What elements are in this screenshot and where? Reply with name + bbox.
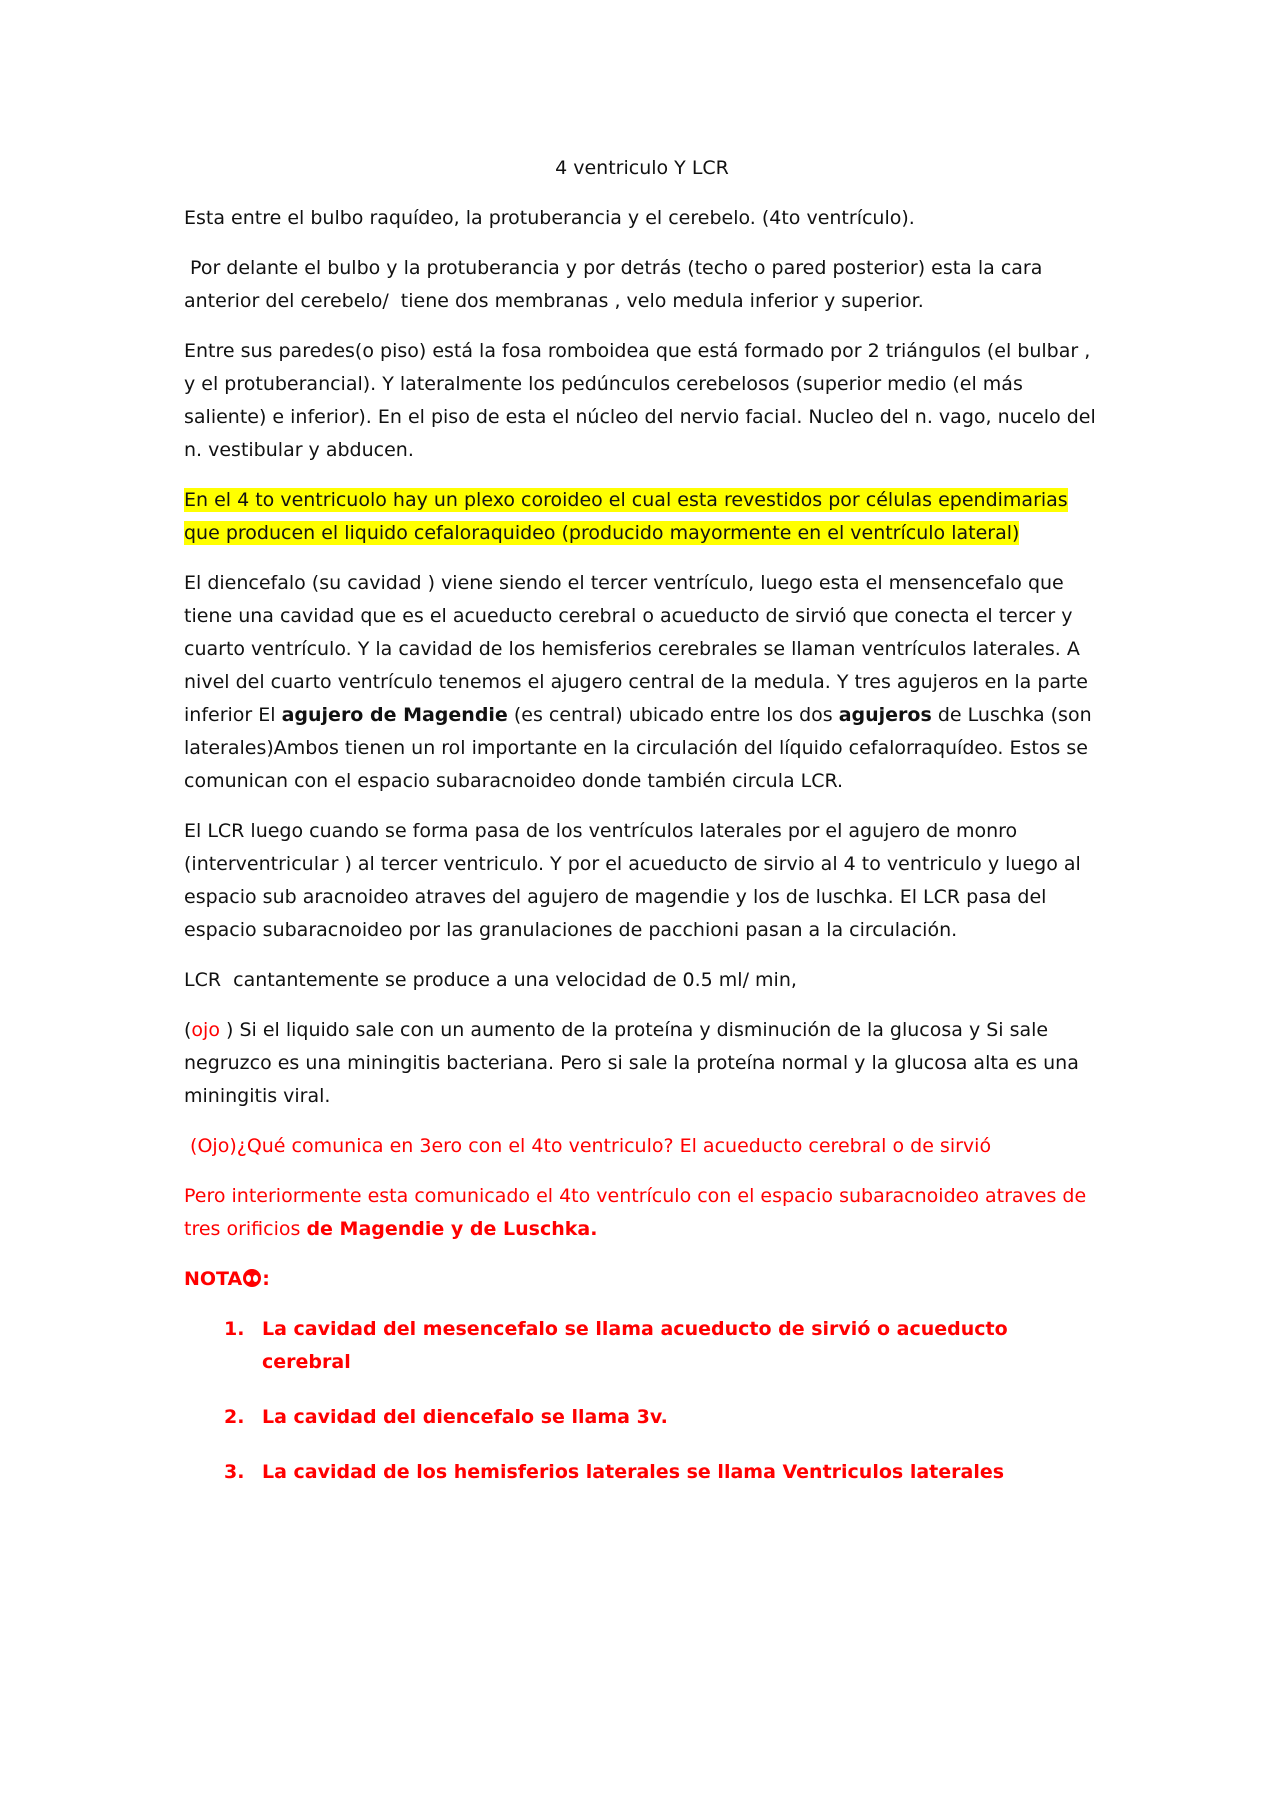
paragraph-location: Esta entre el bulbo raquídeo, la protuberancia y el cerebelo. (4to ventrículo). (184, 207, 915, 229)
highlighted-text: En el 4 to ventricuolo hay un plexo coroideo el cual esta revestidos por células ependimarias que producen el liquido cefaloraquideo (producido mayormente en el ventrículo lateral) (184, 489, 1068, 544)
paragraph-meningitis (184, 1014, 1100, 1113)
text-run: ) Si el liquido sale con un aumento de la proteína y disminución de la glucosa y Si sale negruzco es una miningitis bacteriana. Pero si sale la proteína normal y la glucosa alta es una miningitis viral. (184, 1019, 1079, 1107)
bold-magendie: agujero de Magendie (281, 704, 508, 726)
document-title: 4 ventriculo Y LCR (555, 157, 729, 179)
list-number: 1. (224, 1318, 245, 1340)
bold-agujeros: agujeros (838, 704, 932, 726)
list-text: La cavidad del mesencefalo se llama acueducto de sirvió o acueducto cerebral (262, 1318, 1008, 1373)
ojo-label: ojo (191, 1019, 220, 1041)
text-run: de Luschka (son laterales)Ambos tienen un rol importante en la circulación del líquido cefalorraquídeo. Estos se comunican con el espacio subaracnoideo donde también circula LCR. (184, 704, 1092, 792)
text-run: ( (184, 1019, 192, 1041)
nota-suffix: : (262, 1268, 270, 1290)
paragraph-cavities (184, 567, 1100, 798)
paragraph-lcr-rate: LCR cantantemente se produce a una velocidad de 0.5 ml/ min, (184, 969, 797, 991)
nota-label: NOTA (184, 1268, 243, 1290)
text-run: Pero interiormente esta comunicado el 4to ventrículo con el espacio subaracnoideo atraves de tres orificios (184, 1185, 1087, 1240)
list-number: 3. (224, 1461, 245, 1483)
list-item (224, 1401, 1100, 1434)
nota-heading (184, 1263, 1100, 1296)
paragraph-question: (Ojo)¿Qué comunica en 3ero con el 4to ventriculo? El acueducto cerebral o de sirvió (184, 1135, 992, 1157)
list-item (224, 1456, 1100, 1489)
paragraph-walls: Por delante el bulbo y la protuberancia y por detrás (techo o pared posterior) esta la cara anterior del cerebelo/ tiene dos membranas , velo medula inferior y superior. (184, 257, 1049, 312)
paragraph-lcr-flow: El LCR luego cuando se forma pasa de los ventrículos laterales por el agujero de monro (interventricular ) al tercer ventriculo. Y por el acueducto de sirvio al 4 to ventriculo y luego al espacio sub aracnoideo atraves del agujero de magendie y los de luschka. El LCR pasa del espacio subaracnoideo por las granulaciones de pacchioni pasan a la circulación. (184, 820, 1081, 941)
list-item (224, 1313, 1100, 1379)
ojo-eyes-icon (243, 1269, 261, 1287)
text-run: (es central) ubicado entre los dos (507, 704, 839, 726)
list-number: 2. (224, 1406, 245, 1428)
list-text: La cavidad de los hemisferios laterales se llama Ventriculos laterales (262, 1461, 1005, 1483)
paragraph-plexus (184, 484, 1100, 550)
notes-list (184, 1313, 1100, 1489)
paragraph-floor: Entre sus paredes(o piso) está la fosa romboidea que está formado por 2 triángulos (el bulbar , y el protuberancial). Y lateralmente los pedúnculos cerebelosos (superior medio (el más saliente) e inferior). En el piso de esta el núcleo del nervio facial. Nucleo del n. vago, nucelo del n. vestibular y abducen. (184, 340, 1096, 461)
bold-orifices: de Magendie y de Luschka. (306, 1218, 598, 1240)
list-text: La cavidad del diencefalo se llama 3v. (262, 1406, 668, 1428)
text-run: El diencefalo (su cavidad ) viene siendo el tercer ventrículo, luego esta el mensencefalo que tiene una cavidad que es el acueducto cerebral o acueducto de sirvió que conecta el tercer y cuarto ventrículo. Y la cavidad de los hemisferios cerebrales se llaman ventrículos laterales. A nivel del cuarto ventrículo tenemos el ajugero central de la medula. Y tres agujeros en la parte inferior El (184, 572, 1088, 726)
paragraph-communication (184, 1180, 1100, 1246)
